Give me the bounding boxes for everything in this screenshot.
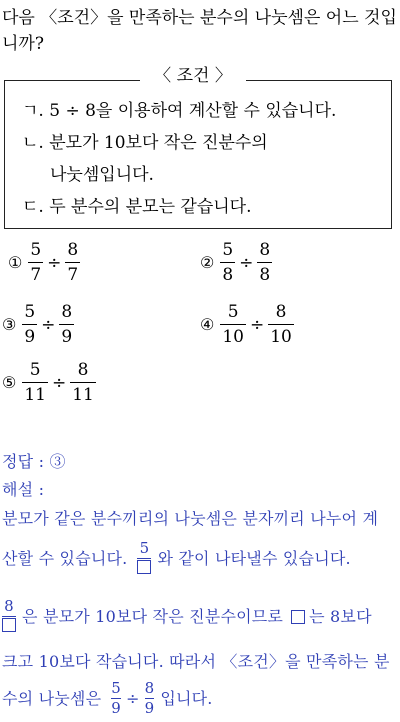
explanation-text: 입니다.: [160, 688, 213, 708]
condition-marker: ㄱ.: [22, 101, 44, 121]
question-line-2: 니까?: [2, 34, 44, 54]
option-2[interactable]: [200, 240, 272, 285]
option-mark: ④: [200, 315, 215, 334]
condition-text: 두 분수의 분모는 같습니다.: [49, 197, 252, 217]
option-5[interactable]: [2, 360, 96, 405]
conditions-title: 〈 조건 〉: [140, 64, 246, 88]
fraction: $\frac{8}{8}$: [259, 240, 271, 285]
fraction: $\frac{5}{10}$: [222, 302, 244, 347]
fraction: $\frac{8}{11}$: [72, 360, 94, 405]
blank-fraction: 5: [137, 540, 151, 577]
divide-sign: ÷: [239, 252, 254, 273]
condition-marker: ㄴ.: [22, 133, 44, 153]
answer-label: 정답 : ③: [2, 452, 66, 471]
divide-sign: ÷: [41, 314, 56, 335]
explanation-line-1: 분모가 같은 분수끼리의 나눗셈은 분자끼리 나누어 계: [2, 509, 379, 528]
explanation-text: 수의 나눗셈은: [2, 688, 102, 708]
condition-marker: ㄷ.: [22, 197, 44, 217]
option-mark: ①: [8, 253, 23, 272]
fraction: $\frac{5}{8}$: [222, 240, 234, 285]
fraction: $\frac{8}{9}$: [61, 302, 73, 347]
explanation-line-2: [2, 540, 351, 577]
explanation-text: 와 같이 나타낼수 있습니다.: [157, 548, 351, 568]
condition-2-cont: [50, 162, 154, 188]
condition-text: 분모가 10보다 작은 진분수의: [49, 133, 268, 153]
blank-square-icon: [137, 560, 151, 574]
fraction: $\frac{8}{7}$: [67, 240, 79, 285]
option-mark: ⑤: [2, 373, 17, 392]
explanation-label: 해설 :: [2, 480, 45, 499]
blank-square-icon: [2, 618, 16, 632]
option-1[interactable]: [8, 240, 80, 285]
fraction: $\frac{5}{9}$: [111, 679, 121, 717]
fraction: $\frac{5}{11}$: [24, 360, 46, 405]
explanation-line-5: [2, 680, 213, 717]
condition-text: 나눗셈입니다.: [50, 165, 154, 185]
explanation-line-4: 크고 10보다 작습니다. 따라서 〈조건〉을 만족하는 분: [2, 652, 390, 671]
divide-sign: ÷: [249, 314, 265, 335]
condition-text: 5 ÷ 8을 이용하여 계산할 수 있습니다.: [49, 101, 337, 121]
option-4[interactable]: [200, 302, 294, 347]
fraction: $\frac{8}{10}$: [270, 302, 292, 347]
explanation-text: 산할 수 있습니다.: [2, 548, 128, 568]
fraction: $\frac{5}{7}$: [30, 240, 42, 285]
fraction: $\frac{8}{9}$: [144, 679, 155, 717]
option-3[interactable]: [2, 302, 74, 347]
explanation-line-3: [2, 598, 372, 635]
option-mark: ③: [2, 315, 17, 334]
divide-sign: ÷: [51, 372, 67, 393]
condition-2: [22, 130, 268, 156]
explanation-text: 은 분모가 10보다 작은 진분수이므로: [22, 606, 284, 626]
explanation-text: 는 8보다: [309, 606, 372, 626]
condition-1: [22, 98, 336, 124]
condition-3: [22, 194, 252, 220]
divide-sign: ÷: [125, 688, 140, 708]
option-mark: ②: [200, 253, 215, 272]
blank-square-icon: [291, 610, 305, 624]
fraction: $\frac{5}{9}$: [24, 302, 36, 347]
blank-fraction: 8: [2, 598, 16, 635]
divide-sign: ÷: [47, 252, 62, 273]
question-line-1: 다음 〈조건〉을 만족하는 분수의 나눗셈은 어느 것입: [2, 8, 397, 28]
